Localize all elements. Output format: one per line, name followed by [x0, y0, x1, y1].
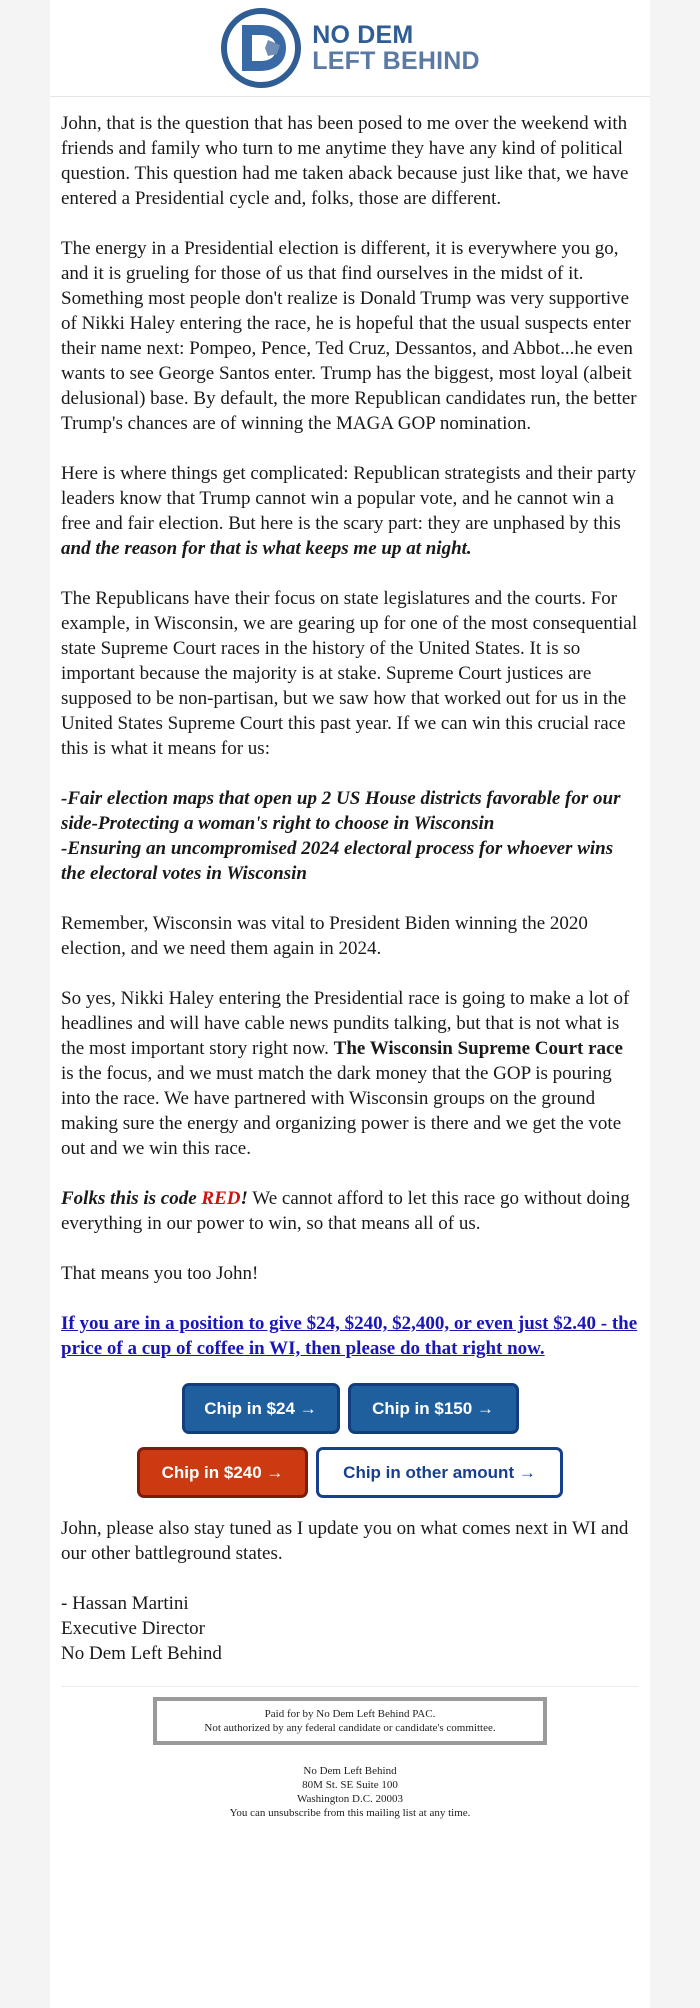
- email-body: [50, 0, 650, 2008]
- donate-buttons-row-2: [61, 1447, 639, 1498]
- brand-line-2: LEFT BEHIND: [312, 47, 480, 75]
- chip-in-24-button[interactable]: Chip in $24 →: [182, 1383, 340, 1434]
- donate-link[interactable]: If you are in a position to give $24, $240, $2,400, or even just $2.40 - the price of a cup of coffee in WI, then please do that right now.: [61, 1313, 638, 1359]
- email-header: [50, 0, 650, 97]
- stakes-item-1: -Fair election maps that open up 2 US House districts favorable for our side-Protecting a woman's right to choose in Wisconsin: [61, 788, 621, 834]
- signature-name: - Hassan Martini: [61, 1593, 189, 1614]
- signature-block: [61, 1591, 639, 1666]
- paragraph-energy: The energy in a Presidential election is different, it is everywhere you go, and it is grueling for those of us that find ourselves in the midst of it. Something most people don't realize is Donald Trump was very supportive of Nikki Haley entering the race, he is hopeful that the usual suspects enter their name next: Pompeo, Pence, Ted Cruz, Dessantos, and Abbot...he even wants to see George Santos enter. Trump has the biggest, most loyal (albeit delusional) base. By default, the more Republican candidates run, the better Trump's chances are of winning the MAGA GOP nomination.: [61, 238, 637, 434]
- unsubscribe-note: You can unsubscribe from this mailing list at any time.: [229, 1807, 471, 1819]
- code-red-lead-text: Folks this is code: [61, 1188, 202, 1209]
- paragraph-focus-bold: The Wisconsin Supreme Court race: [333, 1038, 623, 1059]
- chip-in-240-button[interactable]: Chip in $240 →: [137, 1447, 308, 1498]
- code-red-lead: [61, 1188, 248, 1209]
- paragraph-you-too: That means you too John!: [61, 1263, 259, 1284]
- paragraph-stay-tuned: John, please also stay tuned as I update you on what comes next in WI and our other battleground states.: [61, 1518, 629, 1564]
- signature-title: Executive Director: [61, 1618, 206, 1639]
- code-red-body: We cannot afford to let this race go without doing everything in our power to win, so that means all of us.: [61, 1188, 630, 1234]
- code-red-exclaim: !: [240, 1188, 248, 1209]
- not-authorized-line: Not authorized by any federal candidate or candidate's committee.: [204, 1722, 496, 1734]
- paragraph-complicated-text: Here is where things get complicated: Republican strategists and their party leaders know that Trump cannot win a popular vote, and he cannot win a free and fair election. But here is the scary part: they are unphased by this: [61, 463, 637, 534]
- chip-in-other-button[interactable]: Chip in other amount →: [316, 1447, 563, 1498]
- brand-wordmark: [312, 22, 479, 74]
- address-org: No Dem Left Behind: [303, 1765, 397, 1777]
- paragraph-complicated: [61, 461, 639, 561]
- paragraph-focus: [61, 986, 639, 1161]
- stakes-item-2: -Ensuring an uncompromised 2024 electoral process for whoever wins the electoral votes in Wisconsin: [61, 838, 614, 884]
- code-red-word: RED: [201, 1188, 241, 1209]
- address-street: 80M St. SE Suite 100: [302, 1779, 398, 1791]
- signature-org: No Dem Left Behind: [61, 1643, 222, 1664]
- paid-for-disclaimer: [153, 1697, 547, 1745]
- donate-link-paragraph: [61, 1311, 639, 1361]
- paragraph-intro: John, that is the question that has been posed to me over the weekend with friends and family who turn to me anytime they have any kind of political question. This question had me taken aback because just like that, we have entered a Presidential cycle and, folks, those are different.: [61, 113, 629, 209]
- donate-buttons-row-1: [61, 1383, 639, 1434]
- stakes-list: [61, 786, 639, 886]
- paragraph-remember: Remember, Wisconsin was vital to President Biden winning the 2020 election, and we need them again in 2024.: [61, 913, 588, 959]
- paragraph-focus-text-2: is the focus, and we must match the dark money that the GOP is pouring into the race. We have partnered with Wisconsin groups on the ground making sure the energy and organizing power is there and we get the vote out and we win this race.: [61, 1063, 622, 1159]
- paragraph-code-red: [61, 1186, 639, 1236]
- d-monogram-logo: [220, 7, 302, 89]
- brand-line-1: NO DEM: [312, 21, 414, 49]
- paragraph-focus-text-1: So yes, Nikki Haley entering the Presidential race is going to make a lot of headlines and will have cable news pundits talking, but that is not what is the most important story right now.: [61, 988, 630, 1059]
- email-content: [50, 97, 650, 1820]
- chip-in-150-button[interactable]: Chip in $150 →: [348, 1383, 519, 1434]
- email-footer: [61, 1686, 639, 1820]
- paid-for-line: Paid for by No Dem Left Behind PAC.: [264, 1708, 436, 1720]
- paragraph-wisconsin: The Republicans have their focus on state legislatures and the courts. For example, in Wisconsin, we are gearing up for one of the most consequential state Supreme Court races in the history of the United States. It is so important because the majority is at stake. Supreme Court justices are supposed to be non-partisan, but we saw how that worked out for us in the United States Supreme Court this past year. If we can win this crucial race this is what it means for us:: [61, 588, 638, 759]
- mailing-address: [61, 1764, 639, 1820]
- address-city: Washington D.C. 20003: [296, 1793, 404, 1805]
- paragraph-complicated-emphasis: and the reason for that is what keeps me up at night.: [61, 538, 472, 559]
